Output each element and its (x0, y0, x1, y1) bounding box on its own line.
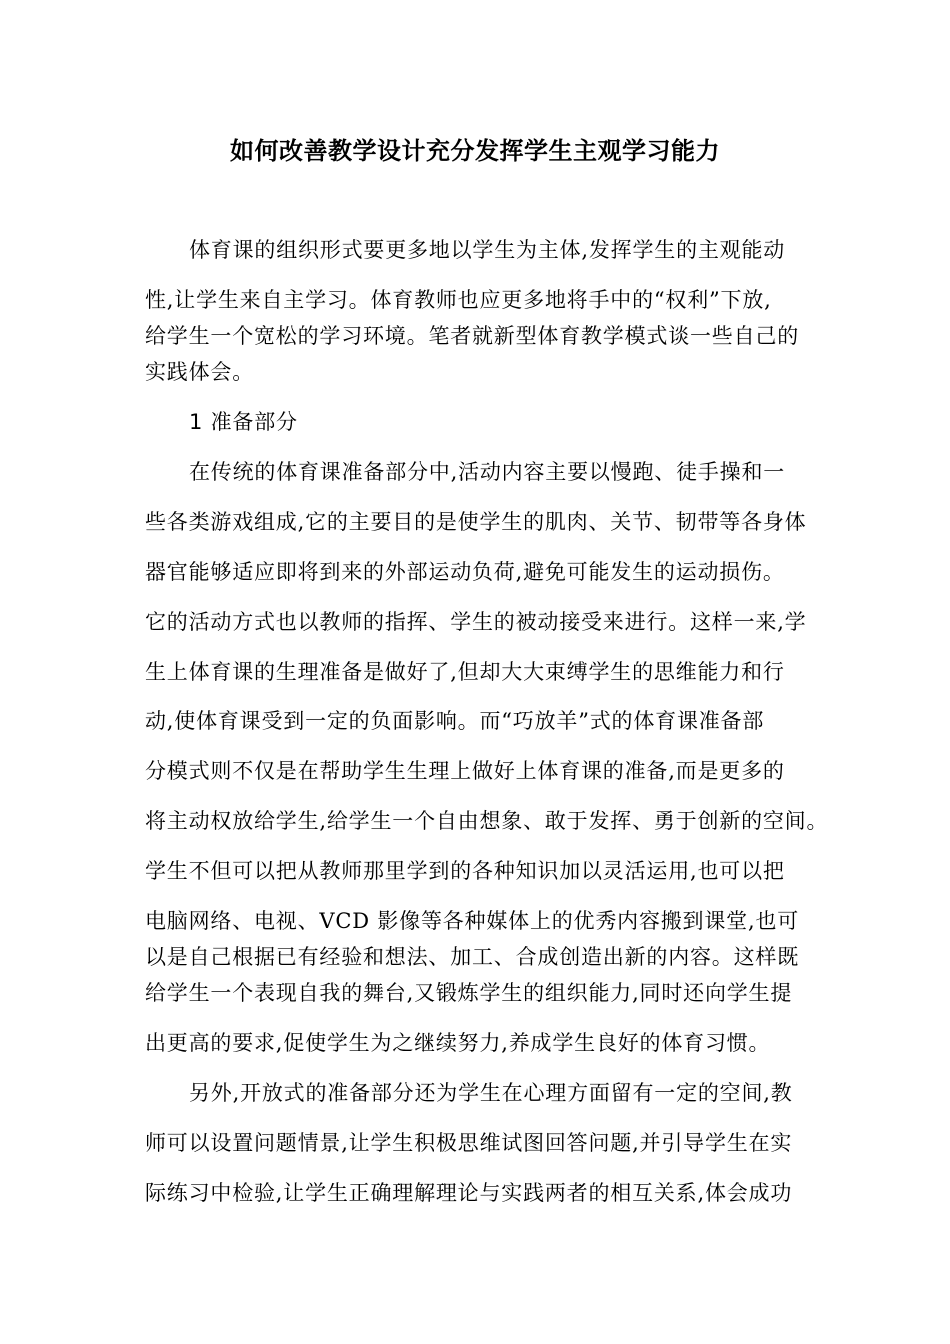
paragraph-line: 以是自己根据已有经验和想法、加工、合成创造出新的内容。这样既 (145, 945, 799, 969)
paragraph-line: 将主动权放给学生,给学生一个自由想象、敢于发挥、勇于创新的空间。 (145, 809, 829, 833)
paragraph-line: 学生不但可以把从教师那里学到的各种知识加以灵活运用,也可以把 (145, 859, 785, 883)
paragraph-line: 生上体育课的生理准备是做好了,但却大大束缚学生的思维能力和行 (145, 660, 785, 684)
paragraph-line: 另外,开放式的准备部分还为学生在心理方面留有一定的空间,教 (189, 1081, 793, 1105)
paragraph-line: 分模式则不仅是在帮助学生生理上做好上体育课的准备,而是更多的 (145, 759, 785, 783)
paragraph-line: 出更高的要求,促使学生为之继续努力,养成学生良好的体育习惯。 (145, 1031, 771, 1055)
paragraph-line: 给学生一个表现自我的舞台,又锻炼学生的组织能力,同时还向学生提 (145, 981, 793, 1005)
paragraph-line: 实践体会。 (145, 360, 254, 384)
document-title: 如何改善教学设计充分发挥学生主观学习能力 (230, 136, 720, 165)
paragraph-line: 在传统的体育课准备部分中,活动内容主要以慢跑、徒手操和一 (189, 460, 786, 484)
paragraph-line: 体育课的组织形式要更多地以学生为主体,发挥学生的主观能动 (189, 238, 786, 262)
paragraph-line: 师可以设置问题情景,让学生积极思维试图回答问题,并引导学生在实 (145, 1131, 793, 1155)
paragraph-line: 些各类游戏组成,它的主要目的是使学生的肌肉、关节、韧带等各身体 (145, 510, 807, 534)
paragraph-line: 际练习中检验,让学生正确理解理论与实践两者的相互关系,体会成功 (145, 1181, 793, 1205)
paragraph-line: 给学生一个宽松的学习环境。笔者就新型体育教学模式谈一些自己的 (145, 324, 799, 348)
section-heading: 1 准备部分 (189, 410, 298, 434)
paragraph-line: 器官能够适应即将到来的外部运动负荷,避免可能发生的运动损伤。 (145, 560, 785, 584)
paragraph-line: 它的活动方式也以教师的指挥、学生的被动接受来进行。这样一来,学 (145, 610, 807, 634)
paragraph-line: 动,使体育课受到一定的负面影响。而“巧放羊”式的体育课准备部 (145, 709, 765, 733)
paragraph-line: 性,让学生来自主学习。体育教师也应更多地将手中的“权利”下放, (145, 288, 772, 312)
paragraph-line: 电脑网络、电视、VCD 影像等各种媒体上的优秀内容搬到课堂,也可 (145, 909, 800, 933)
